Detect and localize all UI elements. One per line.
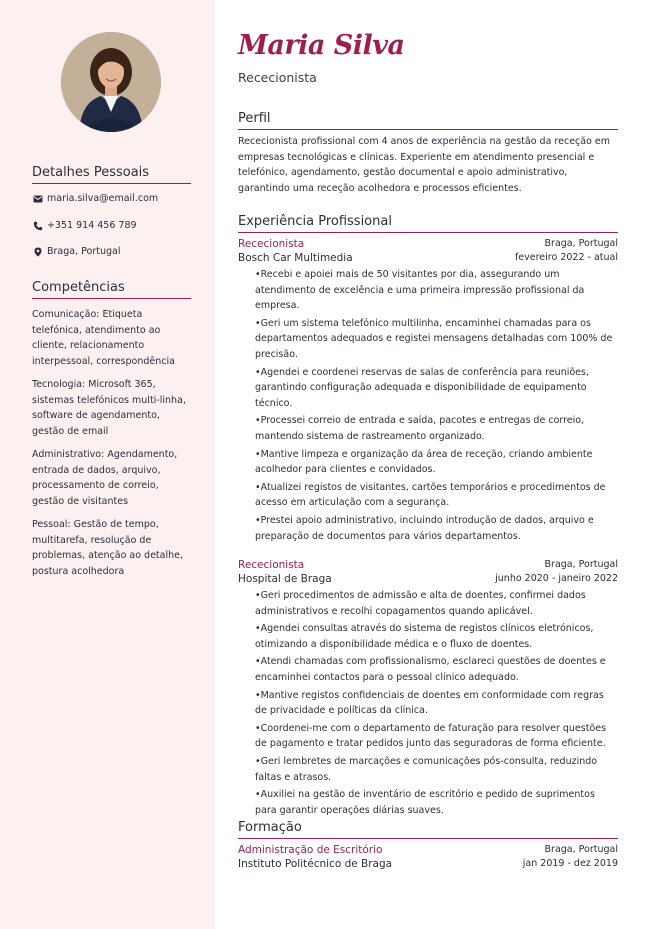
skills-section: [32, 279, 191, 587]
profile-text: Rececionista profissional com 4 anos de experiência na gestão da receção em empresas tecnológicas e clínicas. Experiente em atendimento presencial e telefónico, agendamento, gestão documental e apoio administrativo, garantindo uma receção acolhedora e processos eficientes.: [238, 136, 611, 194]
job-header: [238, 558, 618, 572]
list-item: • Mantive limpeza e organização da área de receção, criando ambiente acolhedor para clientes e convidados.: [255, 447, 618, 478]
job-subheader: [238, 251, 618, 265]
job-dates: fevereiro 2022 - atual: [514, 252, 618, 263]
list-item: • Geri lembretes de marcações e comunicações pós-consulta, reduzindo faltas e atrasos.: [255, 754, 618, 785]
contact-phone: [32, 213, 191, 240]
education-header: [238, 843, 618, 857]
skill-administrative: Administrativo: Agendamento, entrada de dados, arquivo, processamento de correio, gestão de visitantes: [32, 449, 178, 507]
list-item: • Geri um sistema telefónico multilinha, encaminhei chamadas para os departamentos adequados e registei mensagens detalhadas com 100% de precisão.: [255, 316, 618, 363]
education-degree: Administração de Escritório: [238, 844, 383, 856]
list-item: • Coordenei-me com o departamento de faturação para resolver questões de pagamento e tratar pedidos junto das seguradoras de forma eficiente.: [255, 721, 618, 752]
list-item: • Prestei apoio administrativo, incluindo introdução de dados, arquivo e preparação de documentos para vários departamentos.: [255, 513, 618, 544]
experience-section: [238, 213, 618, 820]
job-header: [238, 237, 618, 251]
list-item: • Recebi e apoiei mais de 50 visitantes por dia, assegurando um atendimento de excelência e uma primeira impressão profissional da empresa.: [255, 267, 618, 314]
job-title: Rececionista: [238, 238, 305, 250]
job-location: Braga, Portugal: [544, 559, 618, 571]
contact-email: [32, 186, 191, 213]
job-title: Rececionista: [238, 559, 305, 572]
phone-icon: [32, 220, 43, 231]
education-section: [238, 819, 618, 871]
list-item: • Geri procedimentos de admissão e alta de doentes, confirmei dados administrativos e recolhi copagamentos quando aplicável.: [255, 588, 618, 619]
profile-heading: Perfil: [238, 110, 618, 130]
personal-details-section: [32, 164, 191, 266]
list-item: • Atendi chamadas com profissionalismo, esclareci questões de doentes e encaminhei contactos para o pessoal clínico adequado.: [255, 654, 618, 685]
job-entry: [238, 558, 618, 818]
contact-phone-text: +351 914 456 789: [47, 219, 137, 231]
profile-photo: [61, 32, 161, 132]
contact-location: [32, 239, 191, 266]
mail-icon: [32, 194, 43, 205]
contact-location-text: Braga, Portugal: [47, 246, 121, 258]
job-bullets: [255, 588, 618, 818]
list-item: • Atualizei registos de visitantes, cartões temporários e procedimentos de acesso em articulação com a segurança.: [255, 480, 618, 511]
location-pin-icon: [32, 247, 43, 258]
education-school: Instituto Politécnico de Braga: [238, 858, 393, 870]
sidebar: [0, 0, 215, 929]
list-item: • Mantive registos confidenciais de doentes em conformidade com regras de privacidade e políticas da clínica.: [255, 688, 618, 719]
candidate-name: Maria Silva: [238, 30, 405, 61]
profile-section: [238, 110, 618, 196]
job-subheader: [238, 572, 618, 586]
experience-heading: Experiência Profissional: [238, 213, 618, 233]
contact-email-text: maria.silva@email.com: [47, 193, 159, 205]
list-item: • Agendei consultas através do sistema de registos clínicos eletrónicos, otimizando a disponibilidade médica e o fluxo de doentes.: [255, 621, 618, 652]
education-heading: Formação: [238, 819, 618, 839]
skill-communication: Comunicação: Etiqueta telefónica, atendimento ao cliente, relacionamento interpessoal, correspondência: [32, 309, 175, 367]
job-entry: [238, 237, 618, 544]
list-item: • Processei correio de entrada e saída, pacotes e entregas de correio, mantendo sistema de rastreamento organizado.: [255, 413, 618, 444]
skill-personal: Pessoal: Gestão de tempo, multitarefa, resolução de problemas, atenção ao detalhe, postura acolhedora: [32, 519, 184, 577]
job-company: Hospital de Braga: [238, 573, 332, 586]
personal-details-heading: Detalhes Pessoais: [32, 164, 191, 184]
job-company: Bosch Car Multimedia: [238, 252, 353, 264]
list-item: • Auxiliei na gestão de inventário de escritório e pedido de suprimentos para garantir operações diárias suaves.: [255, 787, 618, 818]
education-dates: jan 2019 - dez 2019: [522, 858, 618, 869]
job-dates: junho 2020 - janeiro 2022: [495, 573, 618, 585]
list-item: • Agendei e coordenei reservas de salas de conferência para reuniões, garantindo configuração adequada e disponibilidade de equipamento técnico.: [255, 365, 618, 412]
skills-heading: Competências: [32, 279, 191, 299]
candidate-role: Rececionista: [238, 70, 317, 85]
job-bullets: [255, 267, 618, 544]
education-location: Braga, Portugal: [544, 844, 618, 855]
avatar: [61, 32, 161, 132]
job-location: Braga, Portugal: [544, 238, 618, 249]
skill-technology: Tecnologia: Microsoft 365, sistemas telefónicos multi-linha, software de agendamento, gestão de email: [32, 379, 186, 437]
education-subheader: [238, 857, 618, 871]
